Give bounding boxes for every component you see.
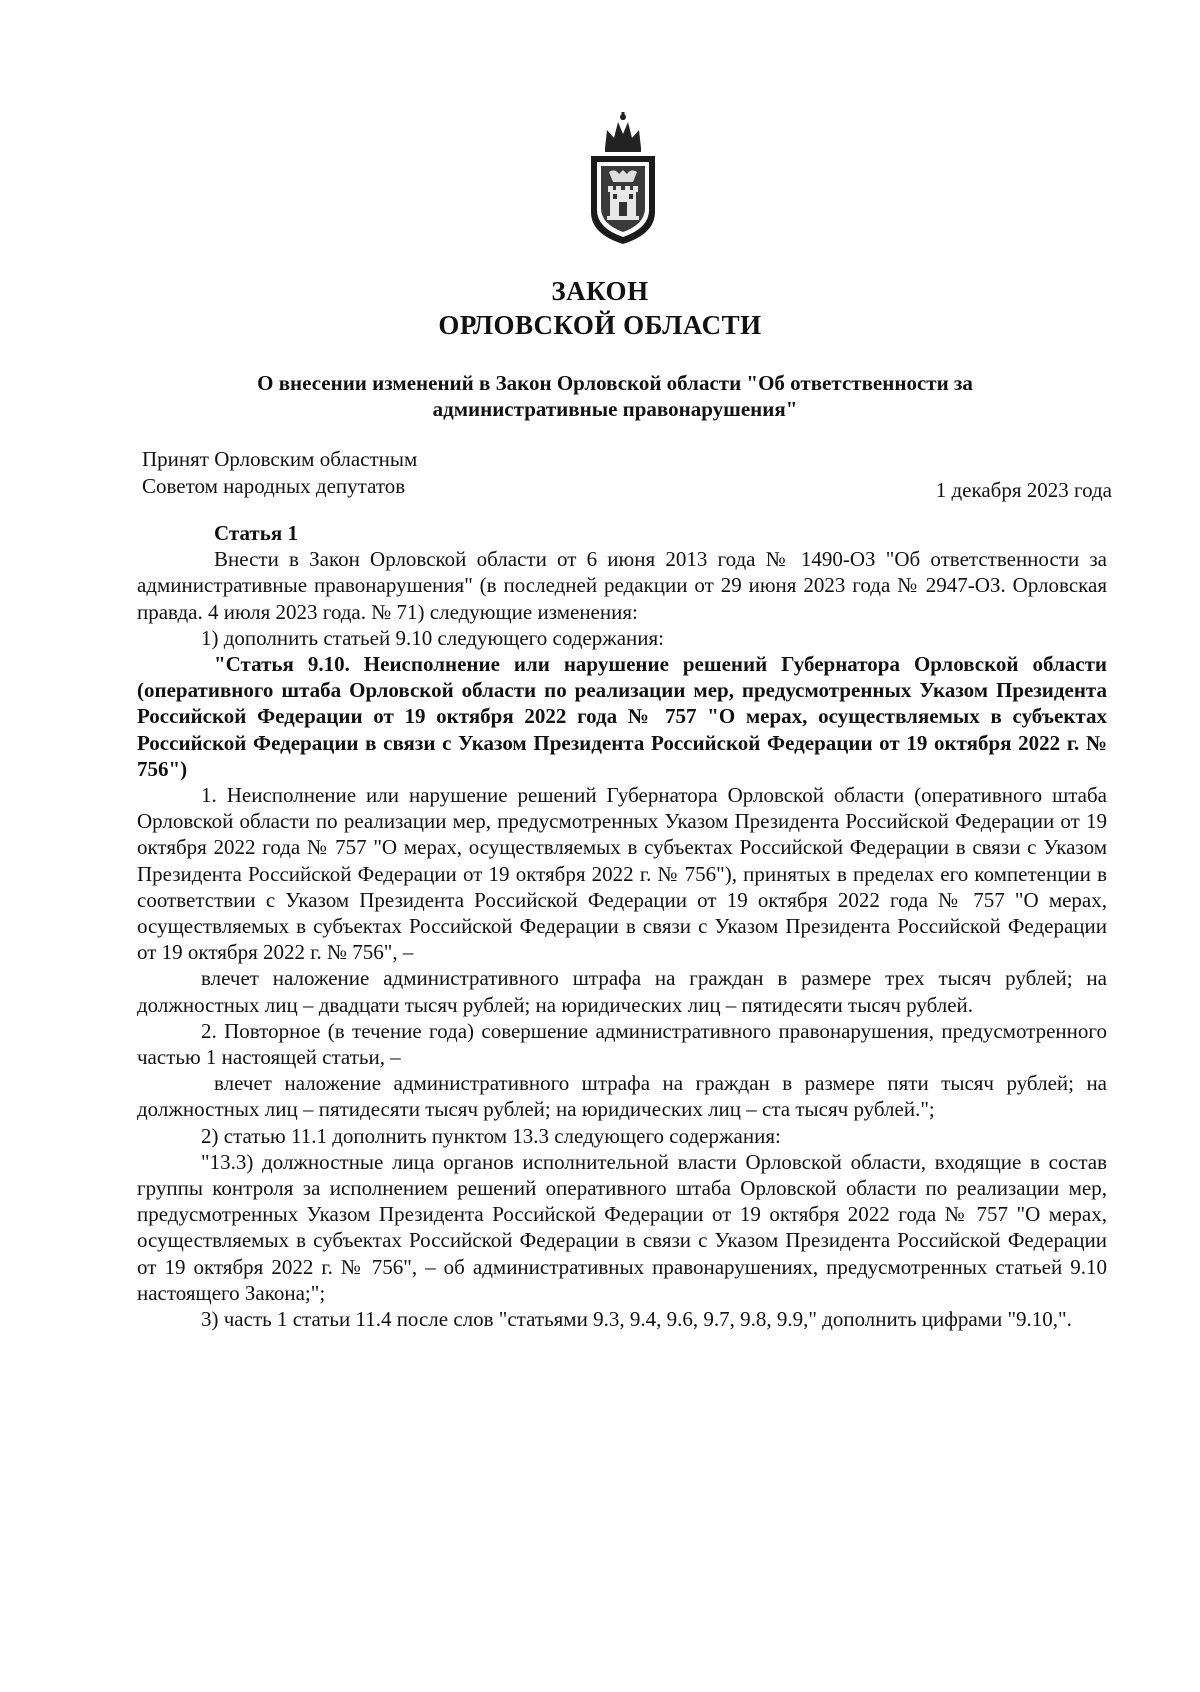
amendment-item-2-text: "13.3) должностные лица органов исполнительной власти Орловской области, входящие в состав группы контроля за исполнением решений оперативного штаба Орловской области по реализации мер, предусмотренных Указом Президента Российской Федерации от 19 октября 2022 года № 757 "О мерах, осуществляемых в субъектах Российской Федерации в связи с Указом Президента Российской Федерации от 19 октября 2022 г. № 756", – об административных правонарушениях, предусмотренных статьей 9.10 настоящего Закона;";	[137, 1149, 1107, 1305]
new-article-part-2-penalty: влечет наложение административного штрафа на граждан в размере пяти тысяч рублей; на должностных лиц – пятидесяти тысяч рублей; на юридических лиц – ста тысяч рублей.";	[137, 1071, 1107, 1122]
amendment-item-2: 2) статью 11.1 дополнить пунктом 13.3 следующего содержания:	[201, 1123, 781, 1148]
law-subtitle: О внесении изменений в Закон Орловской области "Об ответственности за административные правонарушения"	[257, 371, 973, 421]
adoption-date: 1 декабря 2023 года	[935, 478, 1112, 502]
document-type-title: ЗАКОН	[551, 276, 649, 306]
issuing-region-title: ОРЛОВСКОЙ ОБЛАСТИ	[438, 310, 762, 340]
new-article-part-2: 2. Повторное (в течение года) совершение административного правонарушения, предусмотренного частью 1 настоящей статьи, –	[137, 1018, 1107, 1070]
article-1-body	[137, 520, 1107, 1332]
article-heading: Статья 1	[214, 521, 298, 545]
new-article-title: "Статья 9.10. Неисполнение или нарушение решений Губернатора Орловской области (оперативного штаба Орловской области по реализации мер, предусмотренных Указом Президента Российской Федерации от 19 октября 2022 года № 757 "О мерах, осуществляемых в субъектах Российской Федерации в связи с Указом Президента Российской Федерации от 19 октября 2022 г. № 756")	[137, 652, 1107, 781]
amendment-item-3: 3) часть 1 статьи 11.4 после слов "статьями 9.3, 9.4, 9.6, 9.7, 9.8, 9.9," дополнить цифрами "9.10,".	[201, 1307, 1072, 1332]
new-article-part-1-penalty: влечет наложение административного штрафа на граждан в размере трех тысяч рублей; на должностных лиц – двадцати тысяч рублей; на юридических лиц – пятидесяти тысяч рублей.	[137, 966, 1107, 1017]
adoption-line-2: Советом народных депутатов	[142, 474, 406, 498]
adoption-body	[142, 446, 417, 500]
article-intro: Внести в Закон Орловской области от 6 июня 2013 года № 1490-ОЗ "Об ответственности за административные правонарушения" (в последней редакции от 29 июня 2023 года № 2947-ОЗ. Орловская правда. 4 июля 2023 года. № 71) следующие изменения:	[137, 547, 1107, 624]
coat-of-arms-icon	[583, 108, 663, 248]
adoption-line-1: Принят Орловским областным	[142, 447, 418, 471]
new-article-part-1: 1. Неисполнение или нарушение решений Губернатора Орловской области (оперативного штаба Орловской области по реализации мер, предусмотренных Указом Президента Российской Федерации от 19 октября 2022 года № 757 "О мерах, осуществляемых в субъектах Российской Федерации в связи с Указом Президента Российской Федерации от 19 октября 2022 г. № 756"), принятых в пределах его компетенции в соответствии с Указом Президента Российской Федерации от 19 октября 2022 года № 757 "О мерах, осуществляемых в субъектах Российской Федерации в связи с Указом Президента Российской Федерации от 19 октября 2022 г. № 756", –	[137, 783, 1107, 965]
amendment-item-1: 1) дополнить статьей 9.10 следующего содержания:	[201, 625, 665, 650]
